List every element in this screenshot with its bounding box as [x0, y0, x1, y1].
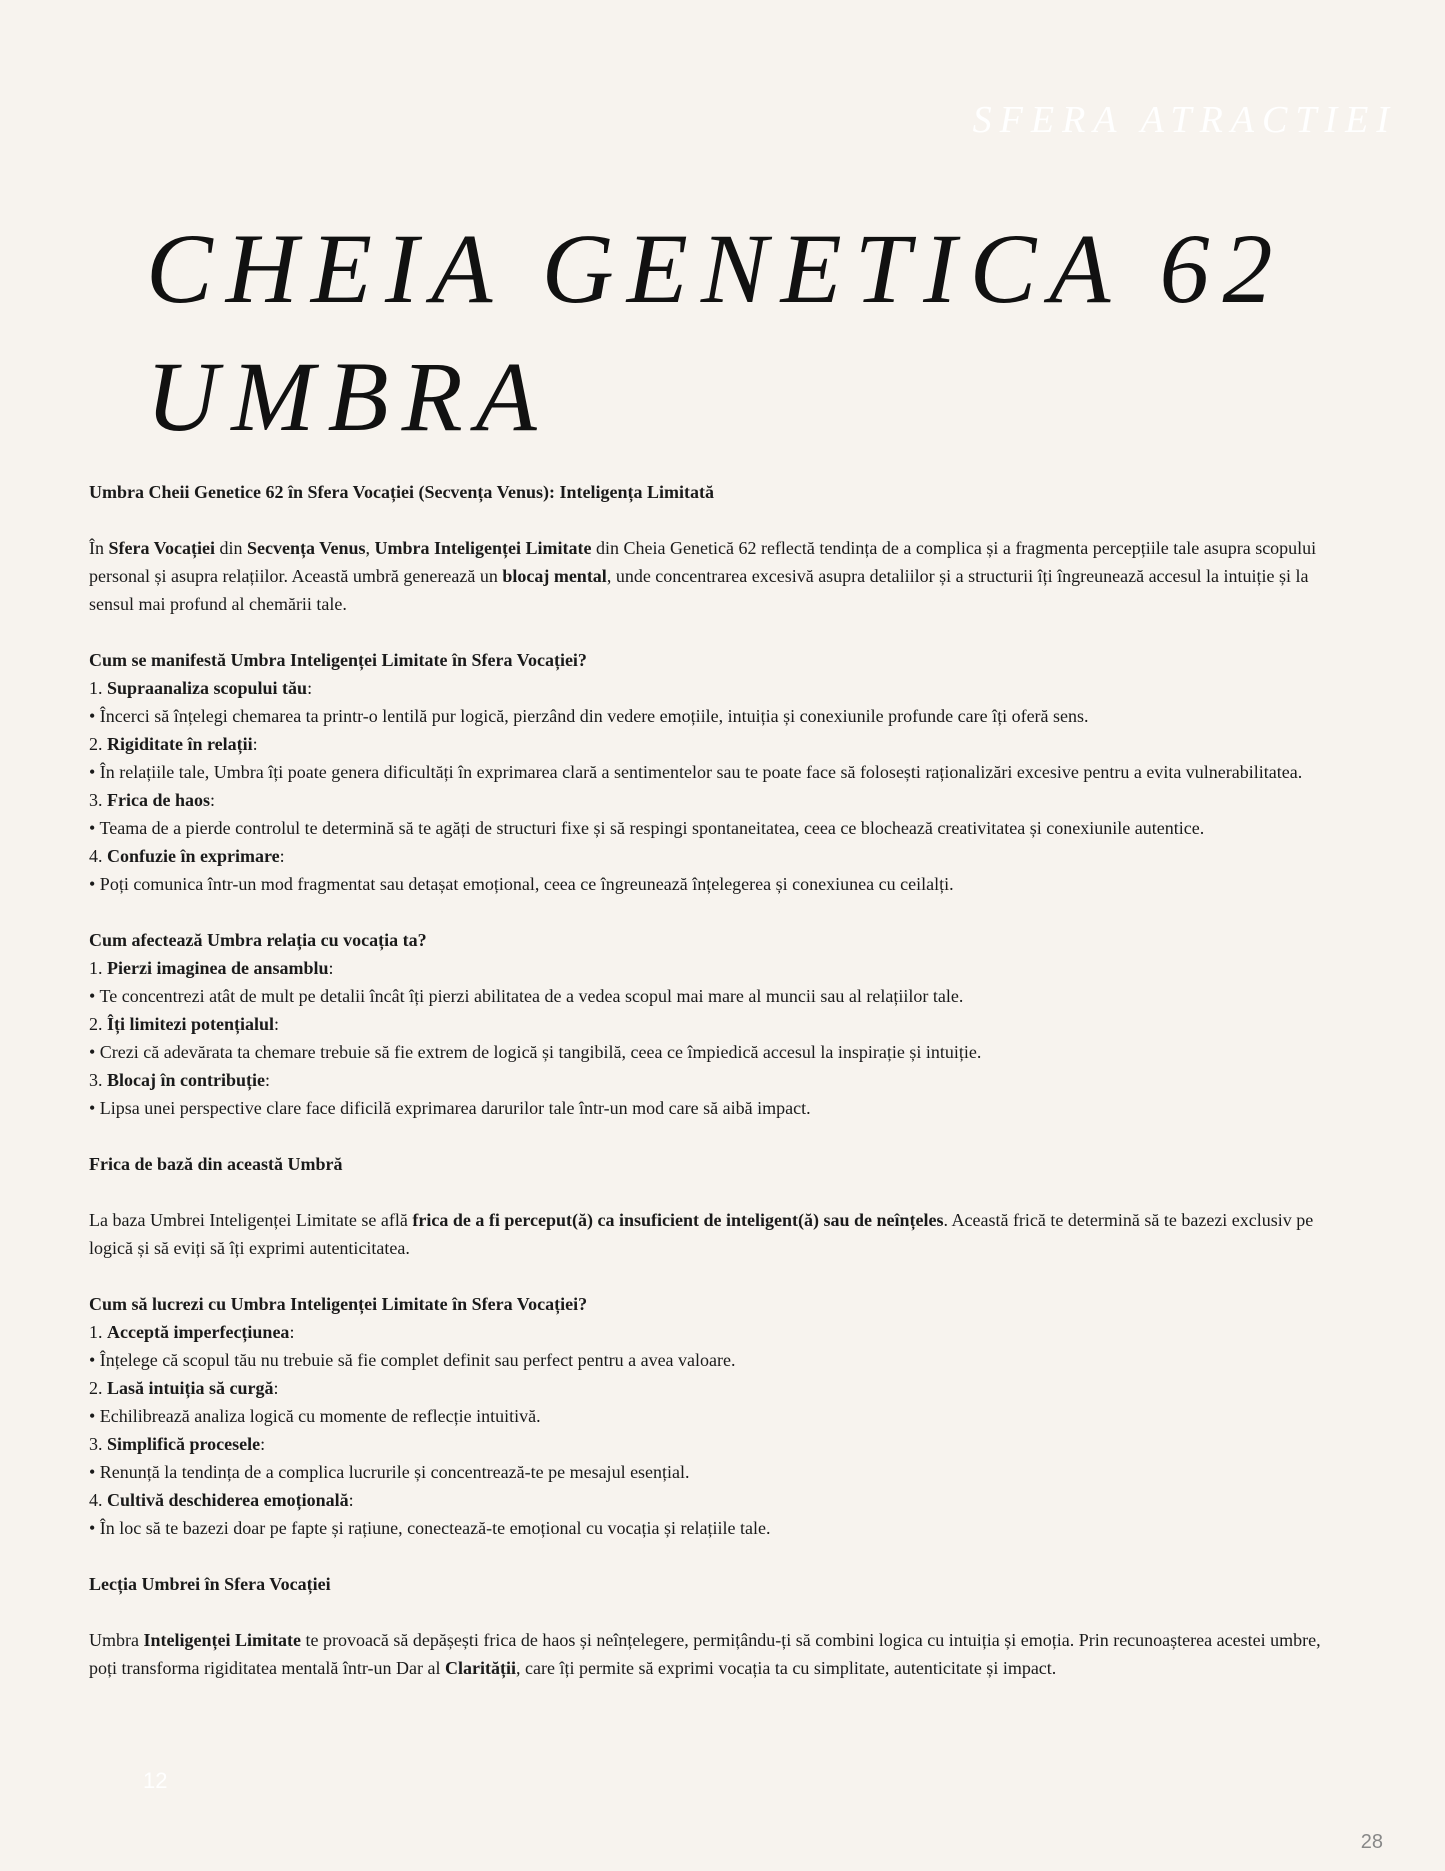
- title-line-2: UMBRA: [146, 341, 550, 452]
- document-body: [89, 478, 1339, 1682]
- list-item: 2. Lasă intuiția să curgă:: [89, 1378, 279, 1398]
- list-item: 2. Îți limitezi potențialul:: [89, 1014, 279, 1034]
- list-item-desc: • Încerci să înțelegi chemarea ta printr-o lentilă pur logică, pierzând din vedere emoțiile, intuiția și conexiunile profunde care îți oferă sens.: [89, 706, 1089, 726]
- list-item-desc: • Echilibrează analiza logică cu momente de reflecție intuitivă.: [89, 1406, 541, 1426]
- list-item-desc: • Renunță la tendința de a complica lucrurile și concentrează-te pe mesajul esențial.: [89, 1462, 690, 1482]
- lesson-paragraph: Umbra Inteligenței Limitate te provoacă să depășești frica de haos și neînțelegere, permițându-ți să combini logica cu intuiția și emoția. Prin recunoașterea acestei umbre, poți transforma rigiditatea mentală într-un Dar al Clarității, care îți permite să exprimi vocația ta cu simplitate, autenticitate și impact.: [89, 1630, 1321, 1678]
- work-heading: Cum să lucrezi cu Umbra Inteligenței Limitate în Sfera Vocației?: [89, 1294, 588, 1314]
- list-item-desc: • În loc să te bazezi doar pe fapte și rațiune, conectează-te emoțional cu vocația și relațiile tale.: [89, 1518, 771, 1538]
- intro-heading: Umbra Cheii Genetice 62 în Sfera Vocației (Secvența Venus): Inteligența Limitată: [89, 482, 714, 502]
- list-item: 3. Simplifică procesele:: [89, 1434, 266, 1454]
- manifest-heading: Cum se manifestă Umbra Inteligenței Limitate în Sfera Vocației?: [89, 650, 587, 670]
- lesson-heading: Lecția Umbrei în Sfera Vocației: [89, 1574, 331, 1594]
- list-item: 1. Pierzi imaginea de ansamblu:: [89, 958, 334, 978]
- list-item-desc: • Lipsa unei perspective clare face dificilă exprimarea darurilor tale într-un mod care să aibă impact.: [89, 1098, 811, 1118]
- affects-heading: Cum afectează Umbra relația cu vocația ta?: [89, 930, 427, 950]
- title-line-1: CHEIA GENETICA 62: [146, 213, 1286, 324]
- list-item: 2. Rigiditate în relații:: [89, 734, 258, 754]
- page-number: 28: [1360, 1831, 1383, 1853]
- fear-heading: Frica de bază din această Umbră: [89, 1154, 343, 1174]
- list-item-desc: • Înțelege că scopul tău nu trebuie să fie complet definit sau perfect pentru a avea valoare.: [89, 1350, 736, 1370]
- list-item-desc: • Teama de a pierde controlul te determină să te agăți de structuri fixe și să respingi spontaneitatea, ceea ce blochează creativitatea și conexiunile autentice.: [89, 818, 1205, 838]
- list-item: 4. Cultivă deschiderea emoțională:: [89, 1490, 354, 1510]
- list-item-desc: • Crezi că adevărata ta chemare trebuie să fie extrem de logică și tangibilă, ceea ce împiedică accesul la inspirație și intuiție.: [89, 1042, 982, 1062]
- intro-paragraph: În Sfera Vocației din Secvența Venus, Umbra Inteligenței Limitate din Cheia Genetică 62 reflectă tendința de a complica și a fragmenta percepțiile tale asupra scopului personal și asupra relațiilor. Această umbră generează un blocaj mental, unde concentrarea excesivă asupra detaliilor și a structurii îți îngreunează accesul la intuiție și la sensul mai profund al chemării tale.: [89, 538, 1317, 614]
- list-item: 1. Acceptă imperfecțiunea:: [89, 1322, 295, 1342]
- list-item-desc: • Poți comunica într-un mod fragmentat sau detașat emoțional, ceea ce îngreunează înțelegerea și conexiunea cu ceilalți.: [89, 874, 954, 894]
- list-item: 1. Supraanaliza scopului tău:: [89, 678, 313, 698]
- list-item-desc: • În relațiile tale, Umbra îți poate genera dificultăți în exprimarea clară a sentimentelor sau te poate face să folosești raționalizări excesive pentru a evita vulnerabilitatea.: [89, 762, 1303, 782]
- list-item-desc: • Te concentrezi atât de mult pe detalii încât îți pierzi abilitatea de a vedea scopul mai mare al muncii sau al relațiilor tale.: [89, 986, 964, 1006]
- faint-number: 12: [143, 1768, 168, 1793]
- list-item: 3. Blocaj în contribuție:: [89, 1070, 271, 1090]
- page-title: [146, 205, 1286, 461]
- watermark-text: SFERA ATRACTIEI: [972, 99, 1397, 141]
- list-item: 4. Confuzie în exprimare:: [89, 846, 285, 866]
- list-item: 3. Frica de haos:: [89, 790, 216, 810]
- fear-paragraph: La baza Umbrei Inteligenței Limitate se află frica de a fi perceput(ă) ca insuficient de inteligent(ă) sau de neînțeles. Această frică te determină să te bazezi exclusiv pe logică și să eviți să îți exprimi autenticitatea.: [89, 1210, 1314, 1258]
